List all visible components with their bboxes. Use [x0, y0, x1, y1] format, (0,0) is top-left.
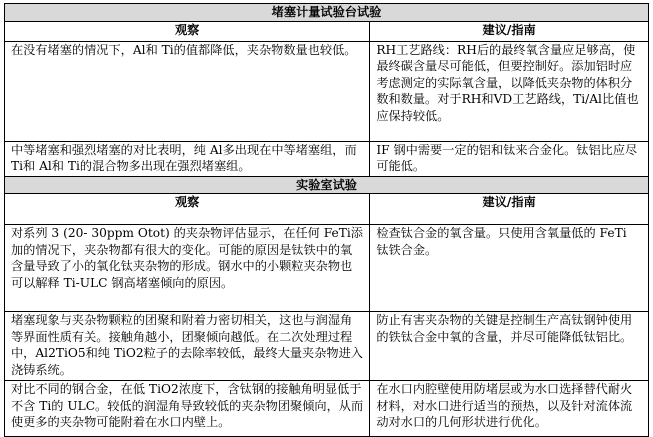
advice-cell: RH工艺路线：RH后的最终氧含量应足够高，使最终碳含量尽可能低，但要控制好。添加铝时应考虑测定的实际氧含量，以降低夹杂物的体积分数和数量。对于RH和VD工艺路线，Ti/Al比值也应保持较低。	[370, 41, 649, 141]
observation-cell: 对比不同的钢合金，在低 TiO2浓度下，含钛钢的接触角明显低于不含 Ti的 ULC。较低的润湿角导致较低的夹杂物团聚倾向，从而使更多的夹杂物可能附着在水口内壁上。	[5, 381, 370, 437]
advice-cell: 在水口内腔壁使用防堵层或为水口选择替代耐火材料，对水口进行适当的预热，以及针对流体流动对水口的几何形状进行优化。	[370, 381, 649, 437]
table-row	[5, 41, 649, 141]
advice-cell: IF 钢中需要一定的铝和钛来合金化。钛铝比应尽可能低。	[370, 141, 649, 176]
pilot-section-row	[5, 4, 649, 22]
advice-header: 建议/指南	[370, 21, 649, 41]
advice-header: 建议/指南	[370, 194, 649, 225]
table-row	[5, 141, 649, 176]
lab-section-title: 实验室试验	[5, 176, 649, 194]
table-row	[5, 381, 649, 437]
table-row	[5, 225, 649, 312]
advice-cell: 检查钛合金的氧含量。只使用含氧量低的 FeTi 钛铁合金。	[370, 225, 649, 312]
lab-header-row	[5, 194, 649, 225]
pilot-header-row	[5, 21, 649, 41]
observation-header: 观察	[5, 194, 370, 225]
observation-cell: 堵塞现象与夹杂物颗粒的团聚和附着力密切相关，这也与润湿角等界面性质有关。接触角越小，团聚倾向越低。在二次处理过程中，Al2TiO5和纯 TiO2粒子的去除率较低，最终大量夹杂物进入浇铸系统。	[5, 312, 370, 381]
advice-cell: 防止有害夹杂物的关键是控制生产高钛钢钟使用的铁钛合金中氧的含量，并尽可能降低钛铝比。	[370, 312, 649, 381]
observation-header: 观察	[5, 21, 370, 41]
observation-cell: 在没有堵塞的情况下，Al和 Ti的值都降低，夹杂物数量也较低。	[5, 41, 370, 141]
lab-section-row	[5, 176, 649, 194]
table-row	[5, 312, 649, 381]
observation-advice-table	[4, 3, 649, 437]
pilot-section-title: 堵塞计量试验台试验	[5, 4, 649, 22]
observation-cell: 中等堵塞和强烈堵塞的对比表明，纯 Al多出现在中等堵塞组，而 Ti和 Al和 Ti的混合物多出现在强烈堵塞组。	[5, 141, 370, 176]
observation-cell: 对系列 3 (20- 30ppm Otot) 的夹杂物评估显示，在任何 FeTi添加的情况下，夹杂物都有很大的变化。可能的原因是钛铁中的氧含量导致了小的氧化钛夹杂物的形成。钢水中的小颗粒夹杂物也可以解释 Ti-ULC 钢高堵塞倾向的原因。	[5, 225, 370, 312]
